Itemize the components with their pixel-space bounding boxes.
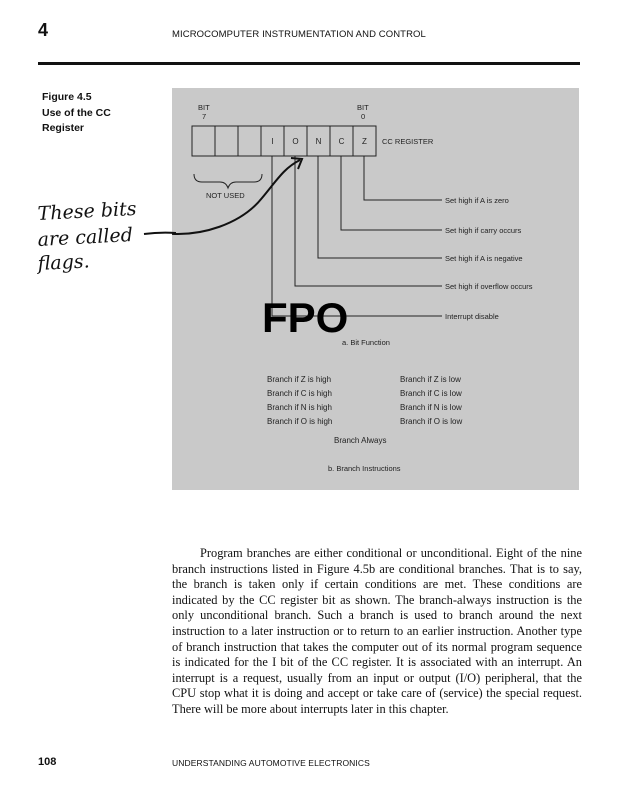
flag-function-o: Set high if overflow occurs <box>445 282 533 291</box>
bit0-label: BIT <box>357 103 369 112</box>
register-label: CC REGISTER <box>382 137 434 146</box>
running-footer: UNDERSTANDING AUTOMOTIVE ELECTRONICS <box>172 758 370 768</box>
branch-right-item: Branch if N is low <box>400 403 462 412</box>
body-paragraph <box>172 546 582 718</box>
branch-always: Branch Always <box>334 436 387 445</box>
bit7-label: BIT <box>198 103 210 112</box>
bit-I-label: I <box>271 137 274 146</box>
page-number: 108 <box>38 756 57 768</box>
handwritten-annotation <box>36 198 176 278</box>
figure-caption <box>42 90 162 137</box>
cc-register-diagram <box>172 88 579 490</box>
figure-caption-line: Figure 4.5 <box>42 91 92 103</box>
cc-register-figure <box>172 88 579 490</box>
flag-function-n: Set high if A is negative <box>445 254 523 263</box>
bit7-number: 7 <box>202 112 207 121</box>
flag-function-i: Interrupt disable <box>445 312 499 321</box>
bit0-number: 0 <box>361 112 366 121</box>
subcaption-a: a. Bit Function <box>342 338 390 347</box>
annotation-line: flags. <box>37 250 91 275</box>
annotation-line: are called <box>37 224 134 251</box>
annotation-connector <box>144 233 176 234</box>
bit-O-label: O <box>292 137 299 146</box>
header-rule <box>38 62 580 65</box>
bit-Z-label: Z <box>362 137 367 146</box>
branch-right-item: Branch if C is low <box>400 389 462 398</box>
chapter-number: 4 <box>38 20 49 40</box>
branch-left-item: Branch if Z is high <box>267 375 332 384</box>
body-paragraph-text: Program branches are either conditional or unconditional. Eight of the nine branch instructions listed in Figure 4.5b are conditional branches. That is to say, the branch is taken only if certain conditions are met. These conditions are indicated by the CC register bit as shown. The branch-always instruction is the only unconditional branch. Such a branch is used to branch around the next instruction to a later instruction or to return to an earlier instruction. Another type of branch instruction that takes the computer out of its normal program sequence is indicated for the I bit of the CC register. It is associated with an interrupt. An interrupt is a request, usually from an input or output (I/O) peripheral, that the CPU stop what it is doing and accept or take care of (service) the special request. There will be more about interrupts later in this chapter. <box>172 546 582 716</box>
flag-function-z: Set high if A is zero <box>445 196 509 205</box>
figure-caption-line: Register <box>42 122 85 134</box>
figure-caption-line: Use of the CC <box>42 106 111 119</box>
running-header: MICROCOMPUTER INSTRUMENTATION AND CONTROL <box>172 29 426 40</box>
branch-right-item: Branch if O is low <box>400 417 463 426</box>
annotation-line: These bits <box>37 198 137 225</box>
not-used-label: NOT USED <box>206 191 245 200</box>
subcaption-b: b. Branch Instructions <box>328 464 401 473</box>
branch-left-item: Branch if O is high <box>267 417 333 426</box>
flag-function-c: Set high if carry occurs <box>445 226 522 235</box>
branch-left-item: Branch if N is high <box>267 403 332 412</box>
bit-C-label: C <box>338 137 345 146</box>
branch-right-item: Branch if Z is low <box>400 375 461 384</box>
bit-N-label: N <box>315 137 322 146</box>
fpo-stamp: FPO <box>262 294 349 341</box>
branch-left-item: Branch if C is high <box>267 389 332 398</box>
